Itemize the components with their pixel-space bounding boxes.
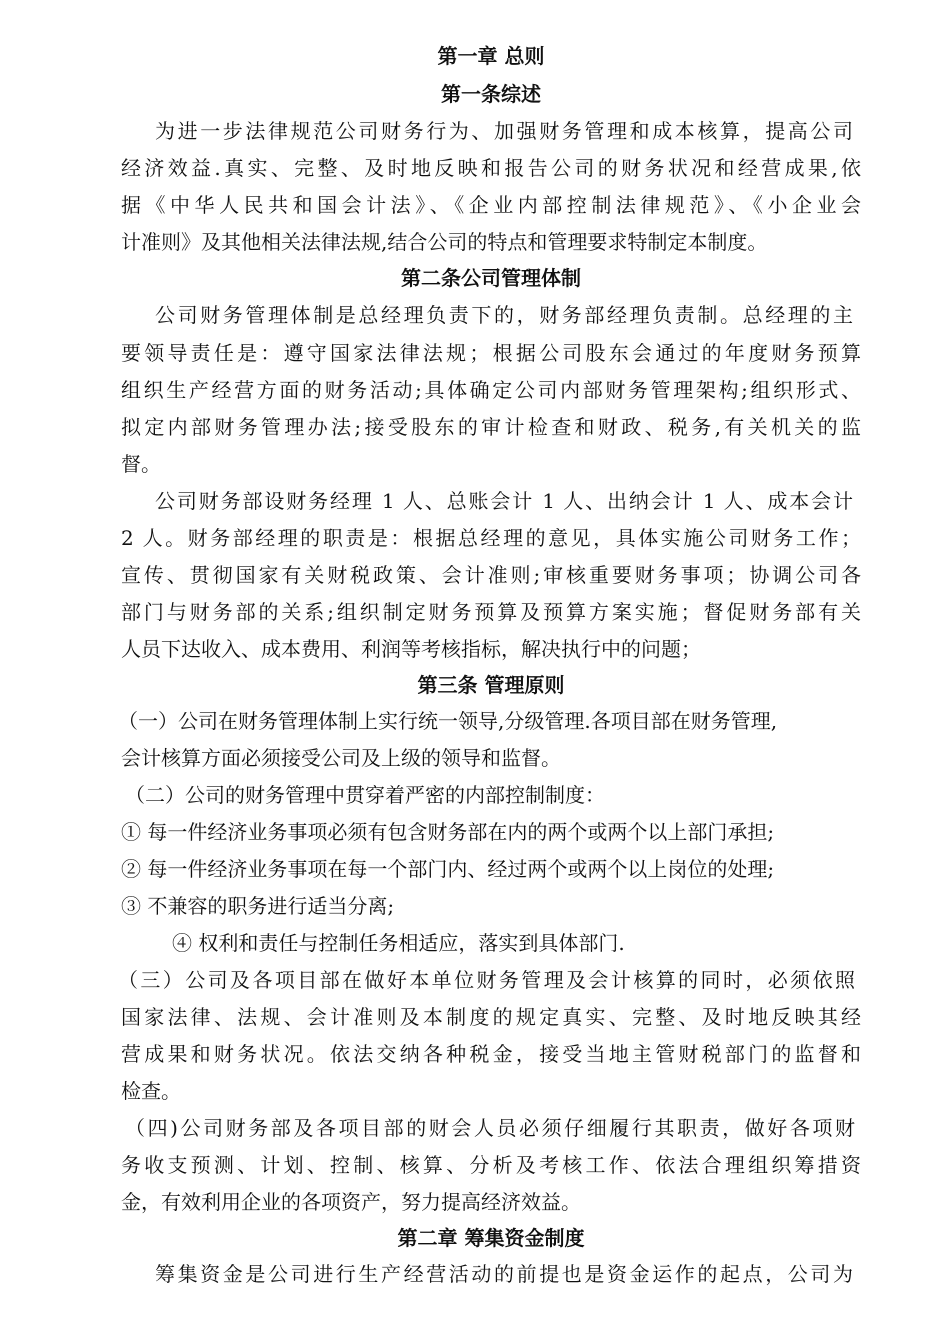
article-3-line: ① 每一件经济业务事项必须有包含财务部在内的两个或两个以上部门承担; <box>121 820 775 844</box>
article-3-line: （三）公司及各项目部在做好本单位财务管理及会计核算的同时，必须依照 <box>118 968 855 992</box>
article-1-line: 为进一步法律规范公司财务行为、加强财务管理和成本核算，提高公司 <box>155 119 853 143</box>
article-3-line: 金，有效利用企业的各项资产，努力提高经济效益。 <box>121 1190 581 1214</box>
article-3-line: ② 每一件经济业务事项在每一个部门内、经过两个或两个以上岗位的处理; <box>121 857 775 881</box>
article-2-p1-line: 督。 <box>121 452 161 476</box>
article-2-heading: 第二条公司管理体制 <box>401 266 581 290</box>
article-3-line: （四)公司财务部及各项目部的财会人员必须仔细履行其职责，做好各项财 <box>125 1116 855 1140</box>
article-2-p2-line: 2 人。财务部经理的职责是：根据总经理的意见，具体实施公司财务工作； <box>121 526 861 550</box>
article-2-p2-line: 人员下达收入、成本费用、利润等考核指标，解决执行中的问题； <box>121 637 701 661</box>
article-1-line: 据《中华人民共和国会计法》、《企业内部控制法律规范》、《小企业会 <box>121 193 861 217</box>
chapter-1-title: 第一章 总则 <box>437 44 545 68</box>
article-3-line: 国家法律、法规、会计准则及本制度的规定真实、完整、及时地反映其经 <box>121 1005 861 1029</box>
chapter-2-title: 第二章 筹集资金制度 <box>397 1226 585 1250</box>
article-2-p1-line: 拟定内部财务管理办法;接受股东的审计检查和财政、税务,有关机关的监 <box>121 415 861 439</box>
article-2-p1-line: 组织生产经营方面的财务活动;具体确定公司内部财务管理架构;组织形式、 <box>121 378 861 402</box>
article-3-heading: 第三条 管理原则 <box>417 673 565 697</box>
chapter-2-line: 筹集资金是公司进行生产经营活动的前提也是资金运作的起点，公司为 <box>155 1262 853 1286</box>
article-3-line: 会计核算方面必须接受公司及上级的领导和监督。 <box>121 746 561 770</box>
article-3-line: （二）公司的财务管理中贯穿着严密的内部控制制度： <box>125 783 605 807</box>
article-3-line: 检查。 <box>121 1079 181 1103</box>
article-1-heading: 第一条综述 <box>441 82 541 106</box>
article-2-p2-line: 公司财务部设财务经理 1 人、总账会计 1 人、出纳会计 1 人、成本会计 <box>155 489 853 513</box>
article-2-p2-line: 宣传、贯彻国家有关财税政策、会计准则;审核重要财务事项；协调公司各 <box>121 563 861 587</box>
article-1-line: 计准则》及其他相关法律法规,结合公司的特点和管理要求特制定本制度。 <box>121 230 768 254</box>
article-3-line: ④ 权利和责任与控制任务相适应，落实到具体部门. <box>172 931 625 955</box>
article-3-line: 务收支预测、计划、控制、核算、分析及考核工作、依法合理组织筹措资 <box>121 1153 861 1177</box>
article-2-p2-line: 部门与财务部的关系;组织制定财务预算及预算方案实施；督促财务部有关 <box>121 600 861 624</box>
article-3-line: 营成果和财务状况。依法交纳各种税金，接受当地主管财税部门的监督和 <box>121 1042 861 1066</box>
article-3-line: （一）公司在财务管理体制上实行统一领导,分级管理.各项目部在财务管理, <box>118 709 778 733</box>
article-2-p1-line: 公司财务管理体制是总经理负责下的，财务部经理负责制。总经理的主 <box>155 303 853 327</box>
article-1-line: 经济效益.真实、完整、及时地反映和报告公司的财务状况和经营成果,依 <box>121 156 861 180</box>
article-2-p1-line: 要领导责任是：遵守国家法律法规；根据公司股东会通过的年度财务预算 <box>121 341 861 365</box>
article-3-line: ③ 不兼容的职务进行适当分离; <box>121 894 395 918</box>
